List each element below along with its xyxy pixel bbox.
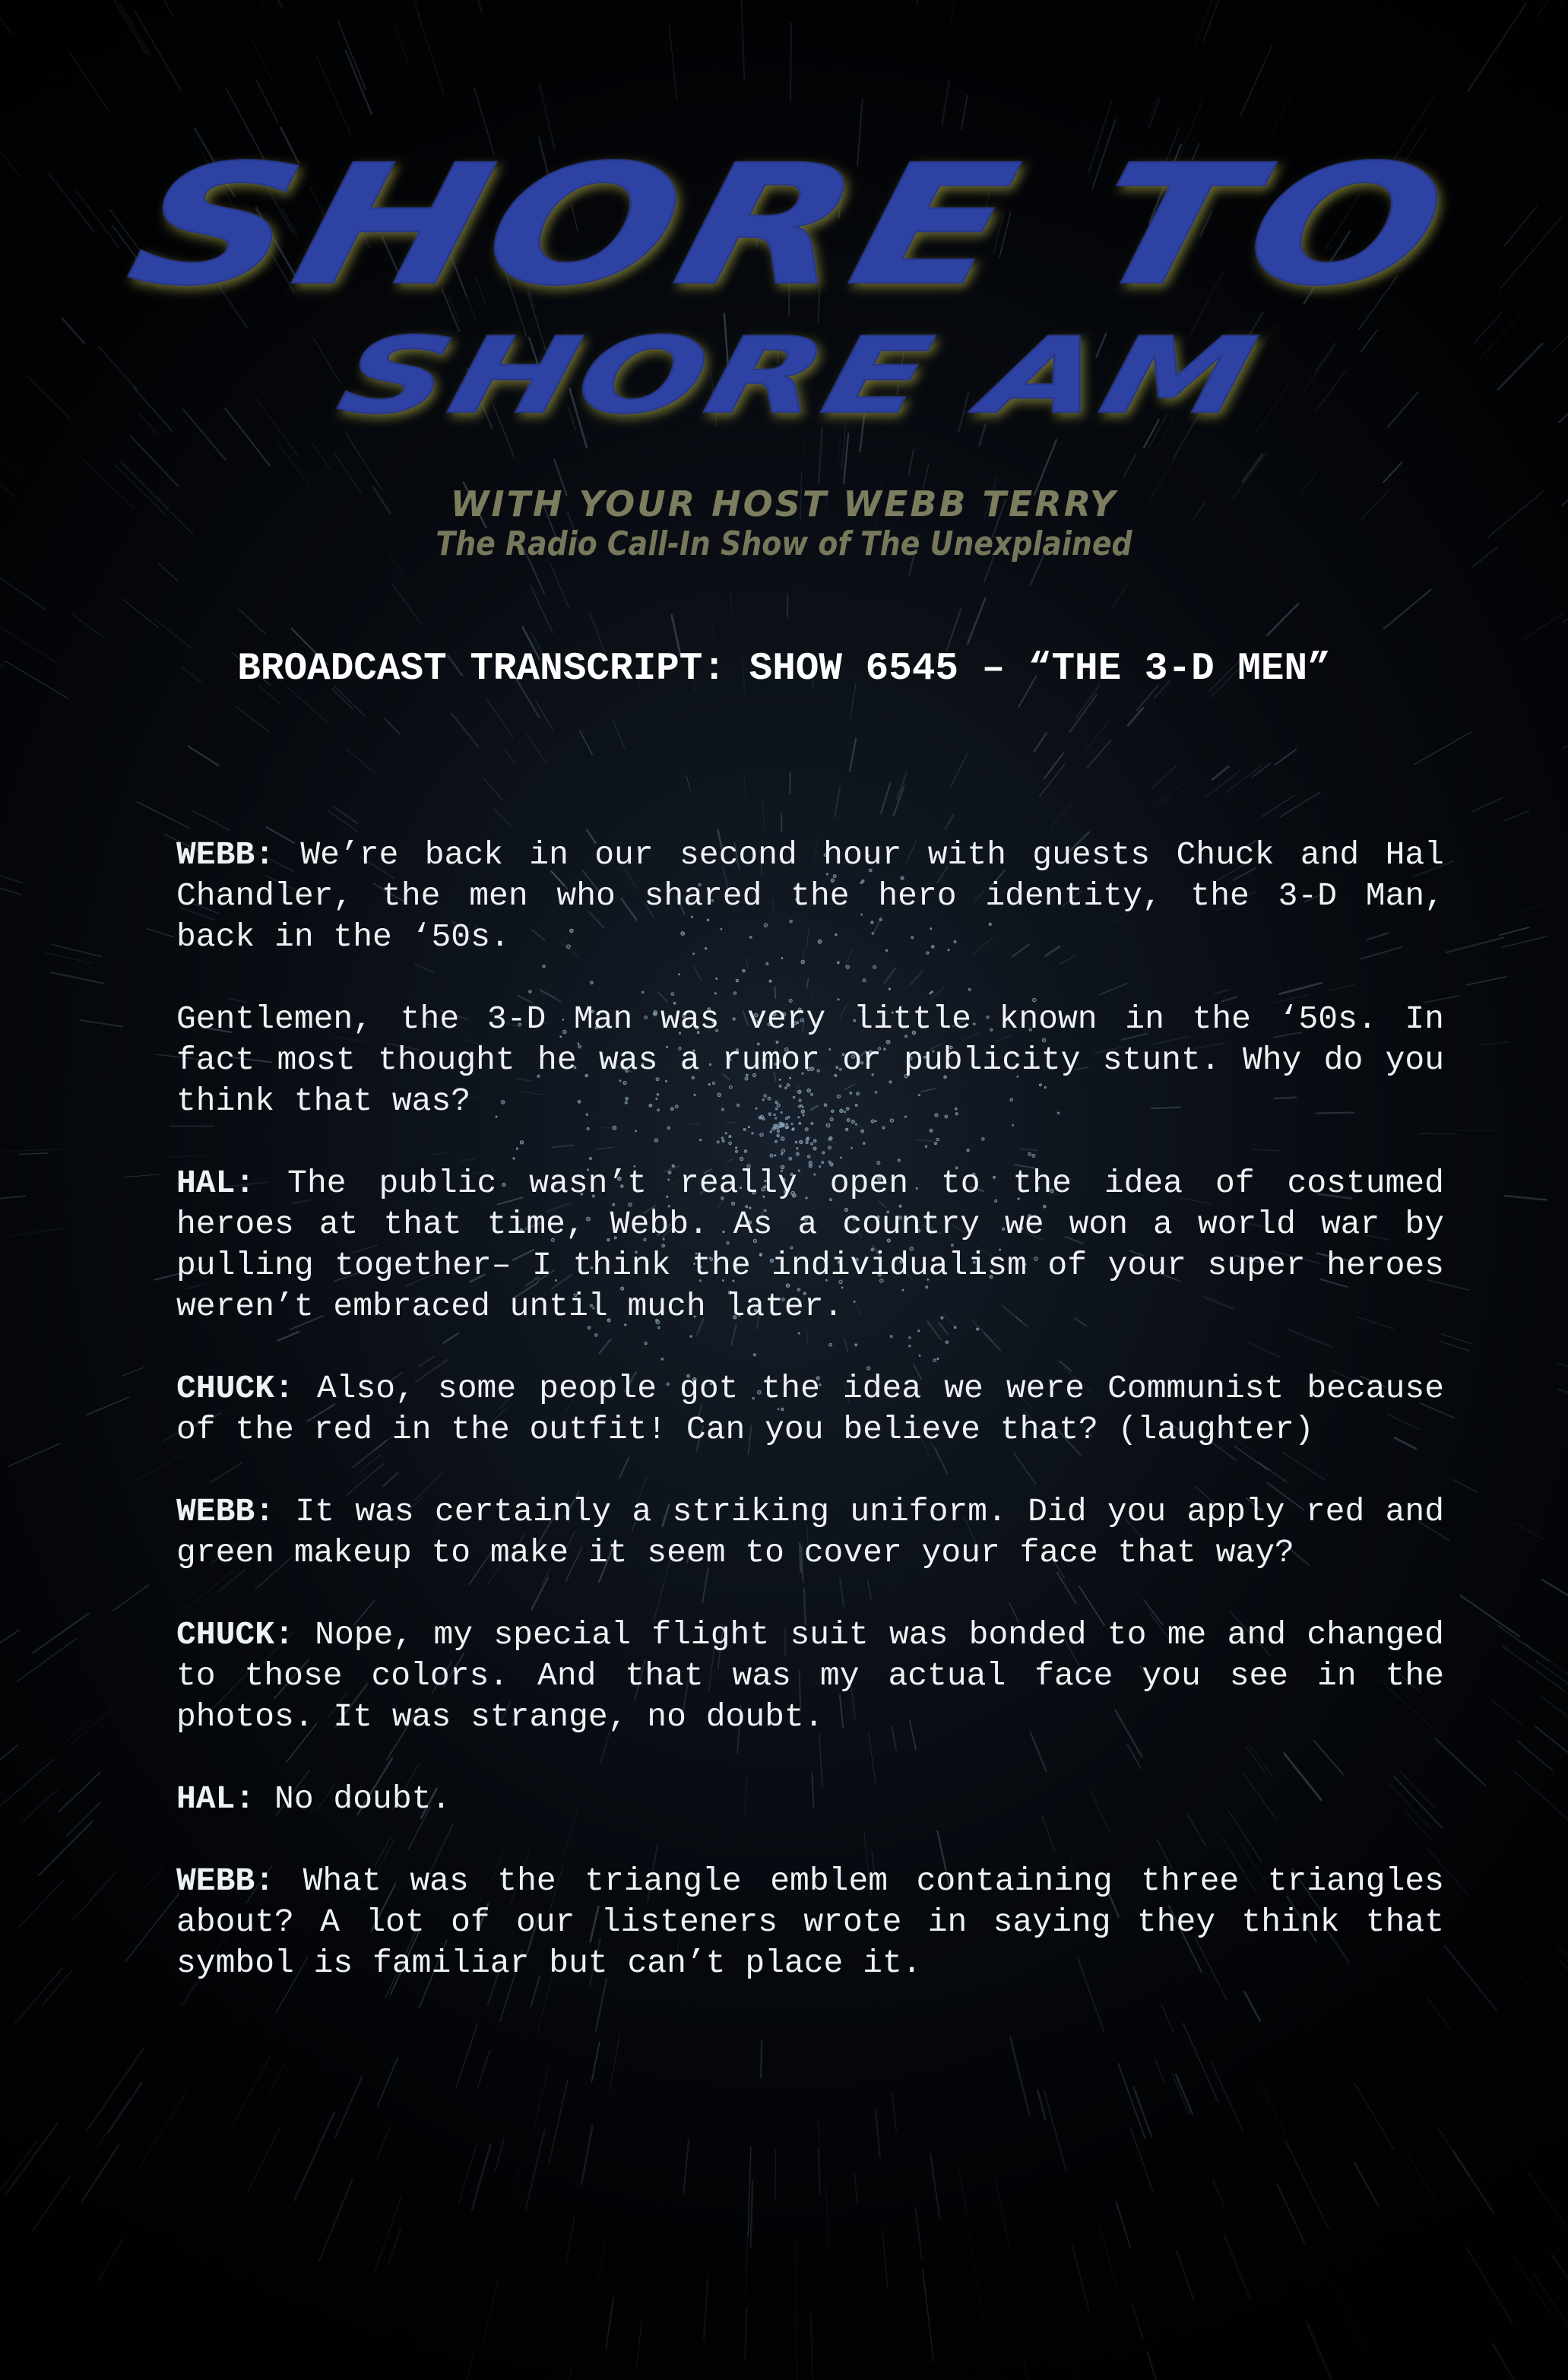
transcript-body <box>176 835 1444 2025</box>
speaker-label: HAL: <box>176 1780 255 1817</box>
transcript-paragraph <box>176 1368 1444 1450</box>
logo-line-2: SHORE AM <box>328 315 1010 438</box>
dialogue-text: Also, some people got the idea we were Communist because of the red in the outfit! Can you believe that? (laughter) <box>176 1370 1444 1448</box>
show-subtitle: The Radio Call-In Show of The Unexplained <box>436 524 1132 563</box>
dialogue-text: What was the triangle emblem containing three triangles about? A lot of our listeners wrote in saying they think that symbol is familiar but can’t place it. <box>176 1862 1444 1982</box>
dialogue-text: We’re back in our second hour with guests Chuck and Hal Chandler, the men who shared the hero identity, the 3-D Man, back in the ‘50s. <box>176 836 1444 955</box>
transcript-paragraph <box>176 999 1444 1122</box>
host-tagline: WITH YOUR HOST WEBB TERRY <box>450 483 1118 524</box>
transcript-paragraph <box>176 1861 1444 1984</box>
dialogue-text: It was certainly a striking uniform. Did you apply red and green makeup to make it seem to cover your face that way? <box>176 1493 1444 1571</box>
dialogue-text: Gentlemen, the 3-D Man was very little known in the ‘50s. In fact most thought he was a rumor or publicity stunt. Why do you think that was? <box>176 1000 1444 1120</box>
logo-line-1: SHORE TO <box>113 130 1149 323</box>
transcript-paragraph <box>176 1615 1444 1738</box>
transcript-paragraph <box>176 835 1444 958</box>
speaker-label: HAL: <box>176 1165 255 1202</box>
speaker-label: WEBB: <box>176 1493 275 1530</box>
dialogue-text: Nope, my special flight suit was bonded to me and changed to those colors. And that was my actual face you see in the photos. It was strange, no doubt. <box>176 1616 1444 1735</box>
dialogue-text: The public wasn’t really open to the idea of costumed heroes at that time, Webb. As a country we won a world war by pulling together– I think the individualism of your super heroes weren’t embraced until much later. <box>176 1165 1444 1325</box>
transcript-heading: BROADCAST TRANSCRIPT: SHOW 6545 – “THE 3-D MEN” <box>237 648 1331 691</box>
show-logo <box>0 106 1568 441</box>
dialogue-text: No doubt. <box>255 1780 451 1817</box>
speaker-label: WEBB: <box>176 1862 275 1900</box>
speaker-label: CHUCK: <box>176 1616 294 1653</box>
transcript-paragraph <box>176 1491 1444 1573</box>
speaker-label: WEBB: <box>176 836 275 873</box>
transcript-paragraph <box>176 1163 1444 1327</box>
transcript-paragraph <box>176 1779 1444 1820</box>
speaker-label: CHUCK: <box>176 1370 294 1407</box>
